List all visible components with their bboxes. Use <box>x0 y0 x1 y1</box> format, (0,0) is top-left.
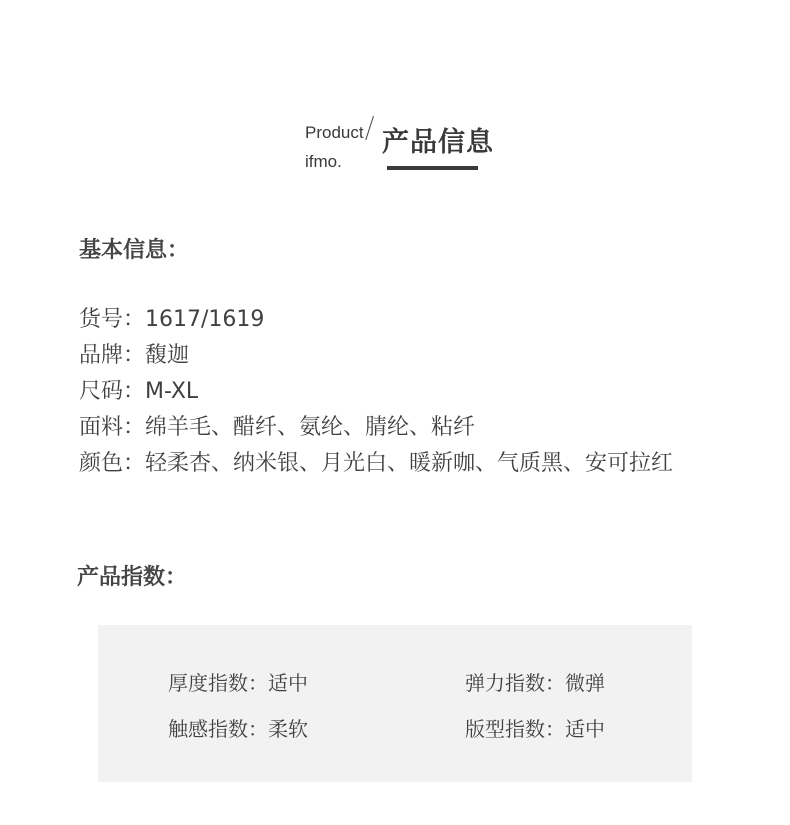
index-elasticity: 弹力指数：微弹 <box>465 671 605 695</box>
product-index-panel <box>98 625 692 782</box>
index-thickness: 厚度指数：适中 <box>168 671 308 695</box>
header-english-line1: Product <box>305 123 364 142</box>
header-english-line2: ifmo. <box>305 152 342 171</box>
product-index-title: 产品指数： <box>77 565 188 590</box>
info-row-fabric: 面料：绵羊毛、醋纤、氨纶、腈纶、粘纤 <box>79 415 476 440</box>
page-title: 产品信息 <box>382 127 494 158</box>
index-fit: 版型指数：适中 <box>465 717 605 741</box>
header-english-label <box>305 118 364 176</box>
basic-info-list <box>79 302 673 482</box>
info-row-item-number: 货号：1617/1619 <box>79 307 265 332</box>
info-row-color: 颜色：轻柔杏、纳米银、月光白、暖新咖、气质黑、安可拉红 <box>79 451 674 476</box>
header-slash-divider <box>365 116 374 140</box>
title-underline <box>387 166 478 170</box>
index-touch: 触感指数：柔软 <box>168 717 308 741</box>
info-row-size: 尺码：M-XL <box>79 379 199 404</box>
basic-info-title: 基本信息： <box>79 238 190 263</box>
info-row-brand: 品牌：馥迦 <box>79 343 190 368</box>
